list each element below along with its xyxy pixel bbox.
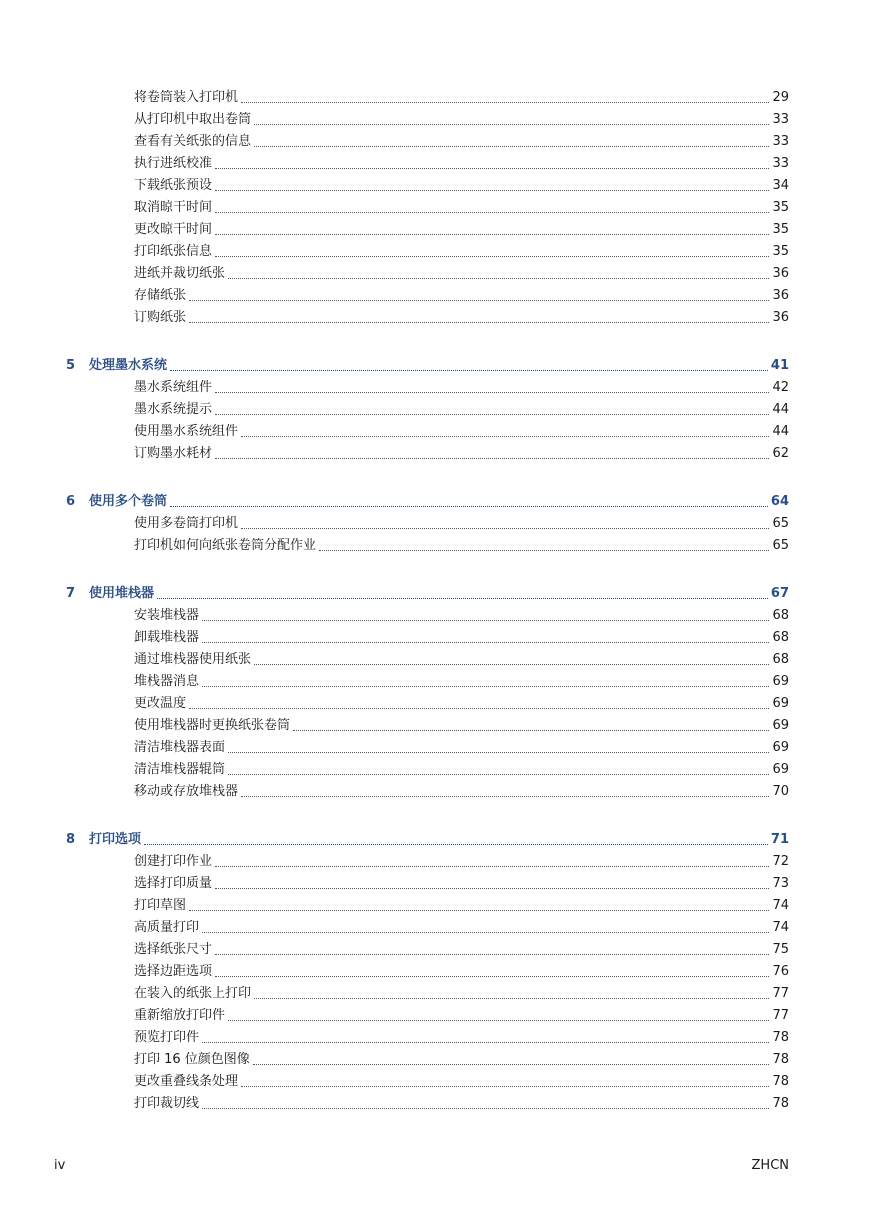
dot-leader bbox=[215, 888, 769, 889]
toc-entry[interactable] bbox=[134, 738, 789, 756]
toc-entry[interactable] bbox=[134, 198, 789, 216]
entry-title: 打印 16 位颜色图像 bbox=[134, 1052, 250, 1067]
entry-page-number: 77 bbox=[772, 1008, 789, 1023]
entry-page-number: 78 bbox=[772, 1052, 789, 1067]
dot-leader bbox=[215, 414, 769, 415]
entry-title: 更改温度 bbox=[134, 696, 187, 711]
toc-entry[interactable] bbox=[134, 308, 789, 326]
toc-entry[interactable] bbox=[134, 220, 789, 238]
entry-title: 存储纸张 bbox=[134, 288, 187, 303]
toc-entry[interactable] bbox=[134, 88, 789, 106]
toc-entry[interactable] bbox=[134, 760, 789, 778]
entry-page-number: 78 bbox=[772, 1074, 789, 1089]
toc-entry[interactable] bbox=[134, 1006, 789, 1024]
entry-page-number: 42 bbox=[772, 380, 789, 395]
entry-page-number: 35 bbox=[772, 244, 789, 259]
dot-leader bbox=[144, 844, 768, 845]
dot-leader bbox=[215, 234, 769, 235]
entry-title: 堆栈器消息 bbox=[134, 674, 200, 689]
entry-title: 使用堆栈器 bbox=[89, 586, 155, 601]
dot-leader bbox=[228, 752, 769, 753]
toc-entry[interactable] bbox=[134, 716, 789, 734]
dot-leader bbox=[189, 300, 769, 301]
dot-leader bbox=[215, 976, 769, 977]
entry-title: 取消晾干时间 bbox=[134, 200, 213, 215]
entry-page-number: 68 bbox=[772, 608, 789, 623]
toc-entry[interactable] bbox=[134, 852, 789, 870]
toc-entry[interactable] bbox=[134, 650, 789, 668]
dot-leader bbox=[170, 370, 768, 371]
dot-leader bbox=[254, 998, 769, 999]
toc-entry[interactable] bbox=[134, 242, 789, 260]
entry-title: 执行进纸校准 bbox=[134, 156, 213, 171]
dot-leader bbox=[202, 642, 769, 643]
language-code: ZHCN bbox=[751, 1158, 789, 1173]
entry-title: 使用堆栈器时更换纸张卷筒 bbox=[134, 718, 291, 733]
dot-leader bbox=[241, 1086, 769, 1087]
entry-page-number: 69 bbox=[772, 696, 789, 711]
entry-page-number: 33 bbox=[772, 112, 789, 127]
toc-entry[interactable] bbox=[134, 154, 789, 172]
entry-title: 进纸并裁切纸张 bbox=[134, 266, 226, 281]
entry-page-number: 69 bbox=[772, 762, 789, 777]
entry-page-number: 44 bbox=[772, 402, 789, 417]
toc-entry[interactable] bbox=[134, 536, 789, 554]
toc-chapter-entry[interactable] bbox=[66, 830, 789, 848]
toc-entry[interactable] bbox=[134, 628, 789, 646]
dot-leader bbox=[241, 528, 769, 529]
toc-entry[interactable] bbox=[134, 962, 789, 980]
dot-leader bbox=[202, 686, 769, 687]
entry-title: 使用墨水系统组件 bbox=[134, 424, 239, 439]
dot-leader bbox=[241, 436, 769, 437]
entry-page-number: 69 bbox=[772, 740, 789, 755]
toc-entry[interactable] bbox=[134, 400, 789, 418]
entry-title: 将卷筒装入打印机 bbox=[134, 90, 239, 105]
entry-page-number: 74 bbox=[772, 920, 789, 935]
dot-leader bbox=[215, 458, 769, 459]
entry-page-number: 29 bbox=[772, 90, 789, 105]
entry-page-number: 69 bbox=[772, 674, 789, 689]
dot-leader bbox=[319, 550, 769, 551]
entry-page-number: 33 bbox=[772, 156, 789, 171]
toc-entry[interactable] bbox=[134, 286, 789, 304]
toc-entry[interactable] bbox=[134, 918, 789, 936]
dot-leader bbox=[215, 256, 769, 257]
toc-entry[interactable] bbox=[134, 110, 789, 128]
dot-leader bbox=[215, 190, 769, 191]
dot-leader bbox=[241, 102, 769, 103]
dot-leader bbox=[215, 168, 769, 169]
entry-title: 创建打印作业 bbox=[134, 854, 213, 869]
entry-title: 打印草图 bbox=[134, 898, 187, 913]
entry-page-number: 44 bbox=[772, 424, 789, 439]
dot-leader bbox=[228, 1020, 769, 1021]
toc-entry[interactable] bbox=[134, 378, 789, 396]
entry-title: 打印裁切线 bbox=[134, 1096, 200, 1111]
chapter-number: 6 bbox=[66, 494, 76, 509]
entry-title: 选择边距选项 bbox=[134, 964, 213, 979]
entry-page-number: 77 bbox=[772, 986, 789, 1001]
toc-entry[interactable] bbox=[134, 422, 789, 440]
entry-page-number: 35 bbox=[772, 222, 789, 237]
entry-page-number: 78 bbox=[772, 1096, 789, 1111]
entry-title: 更改重叠线条处理 bbox=[134, 1074, 239, 1089]
dot-leader bbox=[202, 1108, 769, 1109]
dot-leader bbox=[189, 708, 769, 709]
entry-title: 查看有关纸张的信息 bbox=[134, 134, 252, 149]
entry-page-number: 75 bbox=[772, 942, 789, 957]
entry-title: 订购墨水耗材 bbox=[134, 446, 213, 461]
entry-title: 通过堆栈器使用纸张 bbox=[134, 652, 252, 667]
toc-chapter-entry[interactable] bbox=[66, 492, 789, 510]
dot-leader bbox=[189, 322, 769, 323]
dot-leader bbox=[254, 664, 769, 665]
dot-leader bbox=[170, 506, 768, 507]
entry-title: 处理墨水系统 bbox=[89, 358, 168, 373]
entry-page-number: 76 bbox=[772, 964, 789, 979]
entry-page-number: 74 bbox=[772, 898, 789, 913]
entry-page-number: 68 bbox=[772, 652, 789, 667]
toc-entry[interactable] bbox=[134, 444, 789, 462]
dot-leader bbox=[215, 212, 769, 213]
entry-page-number: 70 bbox=[772, 784, 789, 799]
entry-title: 在装入的纸张上打印 bbox=[134, 986, 252, 1001]
toc-entry[interactable] bbox=[134, 1050, 789, 1068]
entry-title: 更改晾干时间 bbox=[134, 222, 213, 237]
entry-title: 打印选项 bbox=[89, 832, 142, 847]
entry-title: 打印纸张信息 bbox=[134, 244, 213, 259]
dot-leader bbox=[253, 1064, 770, 1065]
toc-chapter-entry[interactable] bbox=[66, 584, 789, 602]
entry-title: 墨水系统提示 bbox=[134, 402, 213, 417]
dot-leader bbox=[202, 620, 769, 621]
entry-page-number: 72 bbox=[772, 854, 789, 869]
entry-title: 清洁堆栈器辊筒 bbox=[134, 762, 226, 777]
toc-entry[interactable] bbox=[134, 132, 789, 150]
entry-title: 预览打印件 bbox=[134, 1030, 200, 1045]
entry-title: 选择纸张尺寸 bbox=[134, 942, 213, 957]
dot-leader bbox=[215, 954, 769, 955]
toc-chapter-entry[interactable] bbox=[66, 356, 789, 374]
toc-entry[interactable] bbox=[134, 176, 789, 194]
entry-page-number: 33 bbox=[772, 134, 789, 149]
dot-leader bbox=[293, 730, 769, 731]
toc-entry[interactable] bbox=[134, 984, 789, 1002]
dot-leader bbox=[157, 598, 768, 599]
entry-page-number: 78 bbox=[772, 1030, 789, 1045]
toc-entry[interactable] bbox=[134, 1072, 789, 1090]
toc-entry[interactable] bbox=[134, 1028, 789, 1046]
toc-entry[interactable] bbox=[134, 874, 789, 892]
entry-title: 安装堆栈器 bbox=[134, 608, 200, 623]
chapter-number: 8 bbox=[66, 832, 76, 847]
entry-page-number: 67 bbox=[770, 586, 789, 601]
entry-page-number: 69 bbox=[772, 718, 789, 733]
entry-page-number: 64 bbox=[770, 494, 789, 509]
toc-entry[interactable] bbox=[134, 896, 789, 914]
dot-leader bbox=[202, 932, 769, 933]
entry-title: 使用多个卷筒 bbox=[89, 494, 168, 509]
entry-page-number: 65 bbox=[772, 538, 789, 553]
toc-entry[interactable] bbox=[134, 606, 789, 624]
entry-title: 移动或存放堆栈器 bbox=[134, 784, 239, 799]
entry-page-number: 65 bbox=[772, 516, 789, 531]
entry-page-number: 36 bbox=[772, 288, 789, 303]
entry-page-number: 41 bbox=[770, 358, 789, 373]
dot-leader bbox=[228, 774, 769, 775]
toc-entry[interactable] bbox=[134, 514, 789, 532]
dot-leader bbox=[202, 1042, 769, 1043]
dot-leader bbox=[189, 910, 769, 911]
entry-title: 使用多卷筒打印机 bbox=[134, 516, 239, 531]
entry-title: 打印机如何向纸张卷筒分配作业 bbox=[134, 538, 317, 553]
entry-page-number: 68 bbox=[772, 630, 789, 645]
entry-title: 订购纸张 bbox=[134, 310, 187, 325]
entry-page-number: 35 bbox=[772, 200, 789, 215]
chapter-number: 7 bbox=[66, 586, 76, 601]
entry-title: 高质量打印 bbox=[134, 920, 200, 935]
entry-title: 重新缩放打印件 bbox=[134, 1008, 226, 1023]
dot-leader bbox=[215, 392, 769, 393]
entry-title: 选择打印质量 bbox=[134, 876, 213, 891]
entry-title: 从打印机中取出卷筒 bbox=[134, 112, 252, 127]
entry-page-number: 34 bbox=[772, 178, 789, 193]
toc-entry[interactable] bbox=[134, 264, 789, 282]
entry-page-number: 71 bbox=[770, 832, 789, 847]
entry-page-number: 73 bbox=[772, 876, 789, 891]
entry-page-number: 62 bbox=[772, 446, 789, 461]
dot-leader bbox=[254, 146, 769, 147]
dot-leader bbox=[241, 796, 769, 797]
chapter-number: 5 bbox=[66, 358, 76, 373]
entry-page-number: 36 bbox=[772, 310, 789, 325]
toc-entry[interactable] bbox=[134, 782, 789, 800]
entry-title: 下载纸张预设 bbox=[134, 178, 213, 193]
dot-leader bbox=[254, 124, 769, 125]
dot-leader bbox=[228, 278, 769, 279]
toc-entry[interactable] bbox=[134, 1094, 789, 1112]
entry-title: 清洁堆栈器表面 bbox=[134, 740, 226, 755]
toc-entry[interactable] bbox=[134, 694, 789, 712]
dot-leader bbox=[215, 866, 769, 867]
entry-page-number: 36 bbox=[772, 266, 789, 281]
toc-entry[interactable] bbox=[134, 940, 789, 958]
entry-title: 墨水系统组件 bbox=[134, 380, 213, 395]
entry-title: 卸载堆栈器 bbox=[134, 630, 200, 645]
page-number: iv bbox=[54, 1158, 66, 1173]
toc-entry[interactable] bbox=[134, 672, 789, 690]
